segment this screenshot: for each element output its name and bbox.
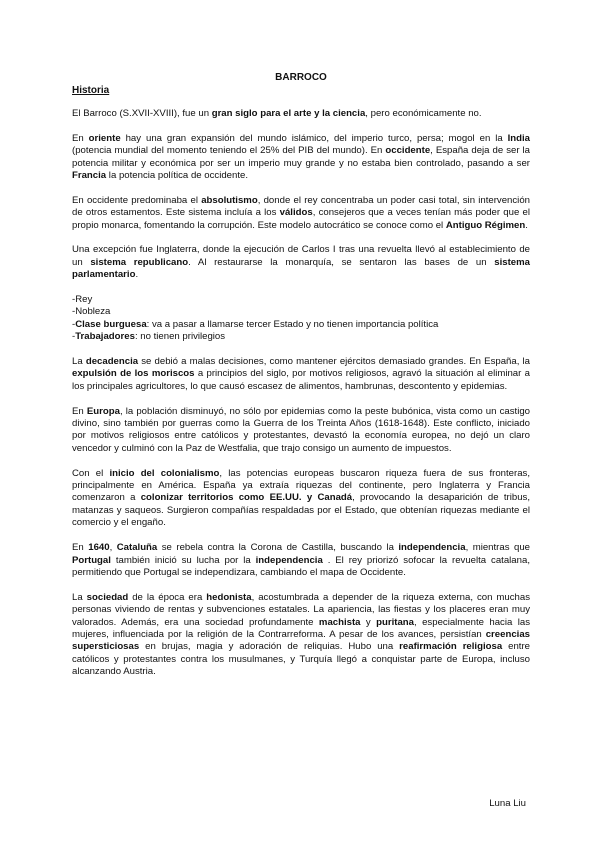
paragraph	[72, 542, 530, 579]
bold-text: reafirmación religiosa	[399, 641, 503, 653]
text-run: , especialmente hacia las mujeres, influenciada por la religión de la Contrarreforma. A pesar de los avances, persistían	[72, 616, 530, 640]
bold-text: Francia	[72, 170, 107, 182]
text-run: -	[72, 331, 76, 343]
section-heading: Historia	[72, 85, 110, 96]
list-item	[72, 294, 530, 306]
bold-text: Europa	[86, 405, 120, 417]
text-run: ,	[109, 542, 117, 554]
paragraph	[72, 406, 530, 456]
paragraph	[72, 108, 530, 120]
list-item	[72, 319, 530, 331]
text-run: -Rey	[72, 294, 93, 306]
paragraph	[72, 592, 530, 679]
list-item	[72, 331, 530, 343]
bold-text: válidos	[279, 207, 313, 219]
paragraph	[72, 195, 530, 232]
text-run: , consejeros que a veces tenían más poder que el propio monarca, fomentando la corrupción. Este modelo autocrático se conoce como el	[72, 207, 530, 231]
paragraph	[72, 244, 530, 281]
bold-text: absolutismo	[201, 194, 258, 206]
text-run: también inició su lucha por la	[110, 554, 256, 566]
bold-text: 1640	[88, 542, 110, 554]
text-run: Una excepción fue Inglaterra, donde la ejecución de Carlos I tras una revuelta llevó al establecimiento de un	[72, 244, 530, 268]
bold-text: independencia	[398, 542, 466, 554]
bold-text: Antiguo Régimen	[445, 219, 526, 231]
bold-text: sistema republicano	[90, 256, 189, 268]
bold-text: independencia	[255, 554, 323, 566]
bold-text: creencias supersticiosas	[72, 628, 530, 653]
text-run: hay una gran expansión del mundo islámico, del imperio turco, persa; mogol en la	[120, 132, 508, 144]
bold-text: occidente	[385, 145, 431, 157]
text-run: , la población disminuyó, no sólo por epidemias como la peste bubónica, vista como un castigo divino, sino también por guerras como la Guerra de los Treinta Años (1618-1648). Este conflicto, iniciado por motivos religiosos entre católicos y protestantes, devastó la economía europea, no dejó un claro vencedor y culminó con la Paz de Westfalia, que trajo consigo un aumento de impuestos.	[72, 405, 531, 454]
text-run: .	[135, 269, 139, 281]
bold-text: gran siglo para el arte y la ciencia	[211, 108, 366, 119]
text-run: El Barroco (S.XVII-XVIII), fue un	[72, 108, 212, 119]
text-run: , las potencias europeas buscaron riqueza fuera de sus fronteras, principalmente en América. España ya extraía riquezas del continente, pero Inglaterra y Francia comenzaron a	[72, 467, 531, 504]
bold-text: oriente	[88, 132, 121, 144]
text-run: (potencia mundial del momento teniendo el 25% del PIB del mundo). En	[72, 145, 386, 157]
paragraph	[72, 468, 530, 530]
text-run: en brujas, magia y adoración de reliquias. Hubo una	[139, 641, 400, 653]
bold-text: Cataluña	[116, 542, 158, 554]
text-run: a principios del siglo, por motivos religiosos, agravó la situación al eliminar a los principales agricultores, lo que causó escasez de alimentos, hambrunas, descontento y epidemias.	[72, 368, 530, 392]
text-run: , acostumbrada a depender de la riqueza externa, con muchas personas viviendo de rentas y subvenciones estatales. La apariencia, las fiestas y los placeres eran muy valorados. Además, era una sociedad profundamente	[72, 591, 530, 628]
text-run: La	[72, 356, 86, 368]
text-run: , mientras que	[465, 542, 530, 554]
text-run: y	[360, 616, 377, 628]
text-run: , España deja de ser la potencia militar y económica por ser un imperio muy grande y no estaba bien controlado, pasando a ser	[72, 145, 530, 169]
text-run: entre católicos y protestantes contra los musulmanes, y Turquía llegó a conquistar parte de Europa, incluso alcanzando Austria.	[72, 641, 530, 678]
text-run: -	[72, 318, 76, 330]
paragraph	[72, 356, 530, 393]
bold-text: Trabajadores	[75, 331, 135, 343]
text-run: se rebela contra la Corona de Castilla, buscando la	[157, 542, 399, 554]
bold-text: machista	[318, 616, 361, 628]
bold-text: Portugal	[72, 554, 111, 566]
text-run: -Nobleza	[72, 306, 111, 318]
text-run: En	[72, 405, 87, 417]
bold-text: inicio del colonialismo	[109, 467, 220, 479]
author-name: Luna Liu	[489, 798, 526, 809]
document-body	[72, 72, 530, 691]
text-run: , donde el rey concentraba un poder casi total, sin intervención de otros estamentos. Este sistema incluía a los	[72, 194, 530, 219]
text-run: .	[525, 219, 528, 231]
bold-text: India	[507, 132, 530, 144]
bold-text: sociedad	[86, 591, 129, 603]
estates-list	[72, 294, 530, 344]
text-run: La	[72, 591, 87, 603]
bold-text: decadencia	[85, 356, 139, 368]
text-run: Con el	[72, 467, 110, 479]
text-run: , provocando la desaparición de tribus, matanzas y saqueos. Surgieron compañías respaldadas por el Estado, que obtenían riquezas mediante el comercio y el engaño.	[72, 492, 530, 529]
text-run: : va a pasar a llamarse tercer Estado y no tienen importancia política	[146, 318, 439, 330]
text-run: , pero económicamente no.	[365, 108, 482, 119]
bold-text: hedonista	[206, 591, 252, 603]
text-run: . El rey priorizó sofocar la revuelta catalana, permitiendo que Portugal se independizara, cambiando el mapa de Occidente.	[72, 554, 530, 578]
bold-text: Clase burguesa	[75, 318, 147, 330]
text-run: se debió a malas decisiones, como mantener ejércitos demasiado grandes. En España, la	[138, 356, 530, 368]
text-run: En	[72, 132, 89, 144]
list-item	[72, 306, 530, 318]
text-run: . Al restaurarse la monarquía, se sentaron las bases de un	[188, 256, 495, 268]
text-run: la potencia política de occidente.	[106, 170, 249, 182]
bold-text: expulsión de los moriscos	[72, 368, 195, 380]
document-title: BARROCO	[275, 72, 327, 83]
bold-text: colonizar territorios como EE.UU. y Canadá	[140, 492, 353, 504]
text-run: : no tienen privilegios	[134, 331, 226, 343]
text-run: de la época era	[128, 591, 207, 603]
text-run: En occidente predominaba el	[72, 194, 202, 206]
bold-text: sistema parlamentario	[72, 256, 530, 281]
bold-text: puritana	[376, 616, 415, 628]
paragraph	[72, 133, 530, 183]
text-run: En	[72, 542, 89, 554]
